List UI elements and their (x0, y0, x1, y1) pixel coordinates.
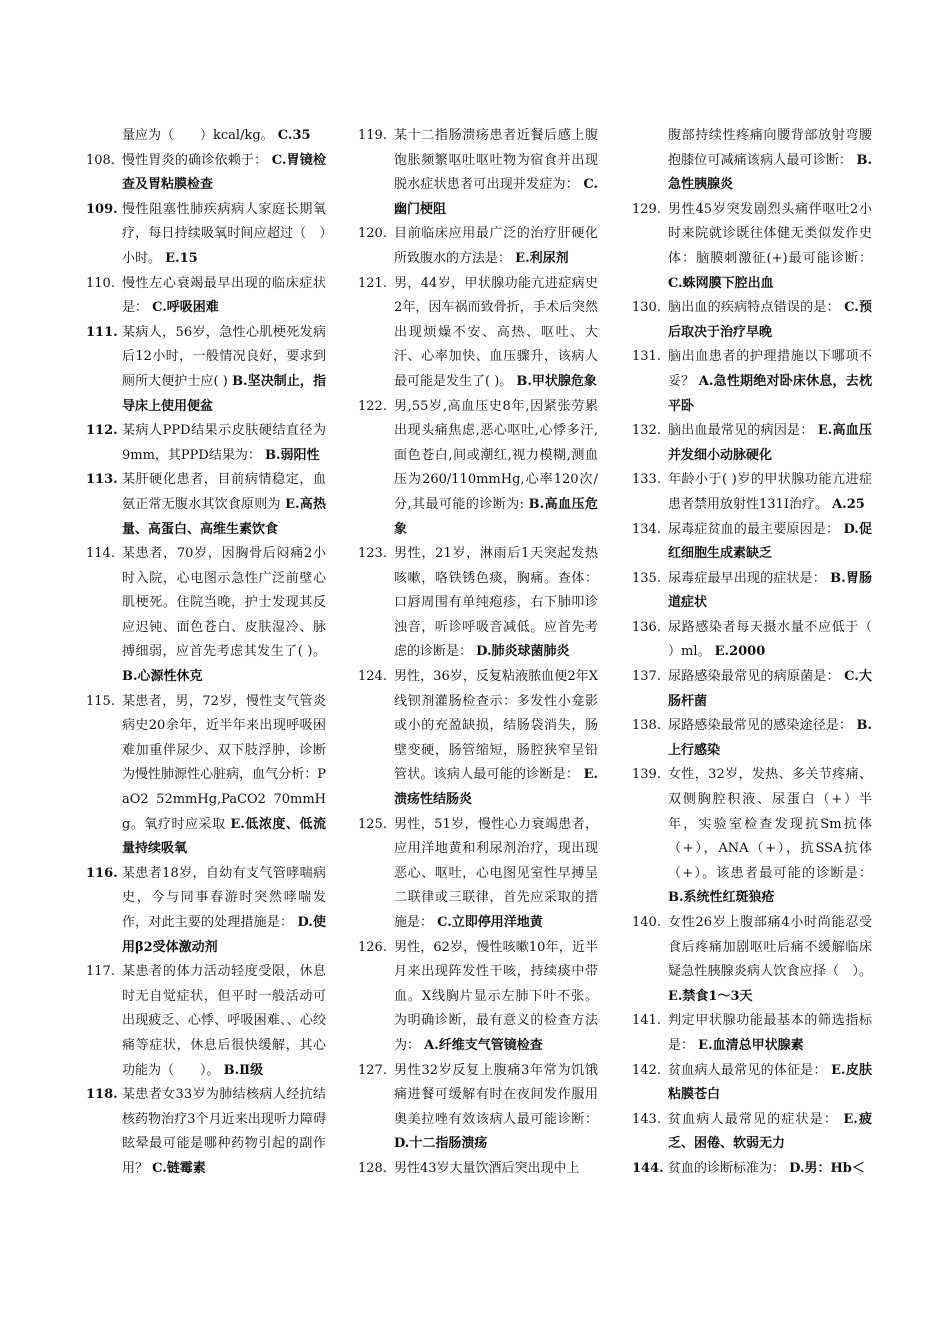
answer-text: E.血清总甲状腺素 (698, 1037, 804, 1053)
question-number: 109. (86, 201, 118, 217)
answer-text: C.幽门梗阻 (394, 177, 598, 217)
answer-text: B.心源性休克 (122, 669, 203, 685)
question-text: 男性45岁突发剧烈头痛伴呕吐2小时来院就诊既往体健无类似发作史体：脑膜刺激征(+)最可能诊断： (668, 201, 872, 266)
question-text: 尿路感染最常见的病原菌是： (668, 669, 840, 685)
question-item (632, 468, 872, 517)
question-item (86, 124, 326, 149)
question-text: 某患者，男，72岁，慢性支气管炎病史20余年，近半年来出现呼吸困难加重伴尿少、双下肢浮肿，诊断为慢性肺源性心脏病，血气分析：PaO2 52mmHg,PaCO2 70mmHg。氧疗时应采取 (122, 693, 326, 832)
answer-text: D.男：Hb＜ (789, 1160, 865, 1176)
question-number: 133. (632, 472, 661, 488)
question-text: 某病人PPD结果示皮肤硬结直径为9mm，其PPD结果为： (122, 423, 326, 463)
question-text: 女性，32岁，发热、多关节疼痛、双侧胸腔积液、尿蛋白（+）半年，实验室检查发现抗Sm抗体（+），ANA（+），抗SSA抗体（+）。该患者最可能的诊断是： (668, 767, 872, 881)
question-item (358, 1059, 598, 1157)
question-number: 119. (358, 128, 387, 143)
question-number: 135. (632, 570, 661, 586)
answer-text: D.十二指肠溃疡 (394, 1136, 488, 1152)
question-text: 贫血病人最常见的体征是： (668, 1062, 827, 1078)
question-item (86, 960, 326, 1083)
question-item (358, 272, 598, 395)
question-item (632, 763, 872, 911)
question-item (358, 1157, 598, 1182)
question-text: 某患者女33岁为肺结核病人经抗结核药物治疗3个月近来出现听力障碍眩晕最可能是哪种药物引起的副作用？ (122, 1087, 326, 1176)
answer-text: B.坚决制止，指导床上使用便盆 (122, 373, 327, 414)
question-number: 118. (86, 1087, 118, 1103)
question-item (86, 1083, 326, 1181)
question-item (632, 518, 872, 567)
question-text: 某患者，70岁，因胸骨后闷痛2小时入院，心电图示急性广泛前壁心肌梗死。住院当晚，护士发现其反应迟钝、面色苍白、皮肤湿冷、脉搏细弱，应首先考虑其发生了( )。 (122, 546, 326, 660)
question-number: 108. (86, 152, 115, 168)
question-item (86, 419, 326, 468)
answer-text: B.Ⅱ级 (223, 1062, 264, 1078)
question-number: 125. (358, 816, 387, 832)
question-text: 目前临床应用最广泛的治疗肝硬化所致腹水的方法是： (394, 226, 598, 266)
question-text: 脑出血最常见的病因是： (668, 423, 814, 439)
question-item (86, 198, 326, 272)
answer-text: D.肺炎球菌肺炎 (476, 644, 570, 660)
question-number: 127. (358, 1062, 387, 1078)
question-item (358, 665, 598, 813)
question-text: 某十二指肠溃疡患者近餐后感上腹饱胀频繁呕吐呕吐物为宿食并出现脱水症状患者可出现并发症为： (394, 128, 598, 193)
question-number: 143. (632, 1111, 661, 1127)
answer-text: B.弱阳性 (264, 447, 320, 463)
answer-text: E.禁食1～3天 (668, 988, 753, 1004)
question-number: 121. (358, 275, 387, 291)
answer-text: E.疲乏、困倦、软弱无力 (668, 1111, 872, 1152)
question-item (632, 1059, 872, 1108)
answer-text: B.急性胰腺炎 (668, 152, 872, 193)
question-text: 尿路感染者每天摄水量不应低于（ ）ml。 (668, 619, 899, 660)
question-number: 130. (632, 300, 661, 316)
answer-text: E.低浓度、低流量持续吸氧 (122, 816, 327, 857)
question-number: 122. (358, 398, 387, 414)
column-right (632, 124, 899, 1182)
question-item (358, 395, 598, 543)
answer-text: C.呼吸困难 (152, 300, 219, 316)
question-text: 尿路感染最常见的感染途径是： (668, 718, 853, 734)
question-number: 131. (632, 349, 661, 365)
question-item (632, 911, 872, 1009)
question-number: 115. (86, 693, 115, 709)
answer-text: E.皮肤粘膜苍白 (668, 1062, 872, 1103)
question-item (632, 296, 872, 345)
question-item (86, 542, 326, 690)
question-number: 120. (358, 226, 387, 242)
question-number: 144. (632, 1160, 664, 1176)
question-item (358, 813, 598, 936)
answer-text: C.预后取决于治疗早晚 (668, 300, 872, 340)
question-text: 男性，51岁，慢性心力衰竭患者，应用洋地黄和利尿剂治疗，现出现恶心、呕吐，心电图见室性早搏呈二联律或三联律，首先应采取的措施是： (394, 816, 598, 930)
question-text: 慢性阻塞性肺疾病病人家庭长期氧疗，每日持续吸氧时间应超过（ ）小时。 (122, 201, 326, 266)
question-number: 128. (358, 1160, 387, 1176)
question-item (86, 468, 326, 542)
question-item (358, 222, 598, 271)
answer-text: E.溃疡性结肠炎 (394, 767, 598, 808)
question-number: 137. (632, 669, 661, 685)
column-left (86, 124, 326, 1182)
answer-text: A.25 (832, 496, 865, 512)
question-text: 某肝硬化患者，目前病情稳定，血氨正常无腹水其饮食原则为 (122, 472, 326, 512)
question-number: 129. (632, 201, 661, 217)
question-item (86, 321, 326, 419)
answer-text: A.急性期绝对卧床休息，去枕平卧 (668, 373, 872, 414)
answer-text: E.高血压并发细小动脉硬化 (668, 423, 872, 463)
question-number: 140. (632, 915, 661, 930)
question-text: 年龄小于( )岁的甲状腺功能亢进症患者禁用放射性131I治疗。 (668, 472, 872, 512)
answer-text: E.15 (165, 250, 198, 266)
question-item (358, 936, 598, 1059)
question-number: 134. (632, 521, 661, 537)
question-item (358, 124, 598, 222)
question-text: 慢性左心衰竭最早出现的临床症状是： (122, 275, 326, 316)
question-item (632, 419, 872, 468)
question-number: 126. (358, 939, 387, 955)
answer-text: C.35 (277, 128, 311, 143)
question-text: 量应为（ ）kcal/kg。 (122, 128, 274, 143)
question-text: 贫血的诊断标准为： (668, 1160, 786, 1176)
question-item (632, 1108, 872, 1157)
question-text: 男性43岁大量饮酒后突出现中上 (394, 1160, 580, 1176)
question-text: 某患者18岁，自幼有支气管哮喘病史，今与同事春游时突然哮喘发作，对此主要的处理措施是： (122, 865, 326, 930)
question-text: 某病人，56岁，急性心肌梗死发病后12小时，一般情况良好，要求到厕所大便护士应( ) (122, 324, 326, 389)
answer-text: D.促红细胞生成素缺乏 (668, 521, 872, 562)
answer-text: B.系统性红斑狼疮 (668, 890, 775, 906)
question-item (632, 567, 872, 616)
question-text: 判定甲状腺功能最基本的筛选指标是： (668, 1013, 872, 1053)
answer-text: B.上行感染 (668, 718, 872, 758)
question-item (86, 690, 326, 862)
question-text: 贫血病人最常见的症状是： (668, 1111, 839, 1127)
question-item (632, 714, 872, 763)
question-number: 123. (358, 546, 387, 562)
answer-text: C.链霉素 (152, 1160, 206, 1176)
answer-text: C.蛛网膜下腔出血 (668, 275, 774, 291)
question-item (632, 124, 872, 198)
question-text: 尿毒症贫血的最主要原因是： (668, 521, 840, 537)
question-number: 114. (86, 546, 115, 562)
question-number: 132. (632, 423, 661, 439)
question-number: 110. (86, 275, 115, 291)
question-number: 113. (86, 472, 118, 488)
question-item (632, 616, 899, 665)
question-text: 腹部持续性疼痛向腰背部放射弯腰抱膝位可减痛该病人最可诊断： (668, 128, 872, 168)
question-number: 136. (632, 619, 661, 635)
question-number: 139. (632, 767, 661, 783)
question-text: 尿毒症最早出现的症状是： (668, 570, 826, 586)
answer-text: E.2000 (714, 644, 766, 660)
question-text: 男性，62岁，慢性咳嗽10年，近半月来出现阵发性干咳，持续痰中带血。X线胸片显示左肺下叶不张。为明确诊断，最有意义的检查方法为： (394, 939, 598, 1053)
question-item (86, 272, 326, 321)
question-item (632, 198, 872, 296)
question-text: 男性，36岁，反复粘液脓血便2年X线钡剂灌肠检查示：多发性小龛影或小的充盈缺损，结肠袋消失，肠壁变硬，肠管缩短，肠腔狭窄呈铅管状。该病人最可能的诊断是： (394, 669, 598, 783)
question-item (632, 665, 872, 714)
answer-text: E.高热量、高蛋白、高维生素饮食 (122, 496, 326, 537)
question-text: 脑出血的疾病特点错误的是： (668, 300, 840, 316)
question-text: 男性，21岁，淋雨后1天突起发热咳嗽，咯铁锈色痰，胸痛。查体：口唇周围有单纯疱疹，右下肺叩诊浊音，听诊呼吸音减低。应首先考虑的诊断是： (394, 546, 598, 660)
answer-text: B.胃肠道症状 (668, 570, 872, 611)
question-text: 男性32岁反复上腹痛3年常为饥饿痛进餐可缓解有时在夜间发作服用奥美拉唑有效该病人最可能诊断： (394, 1062, 598, 1127)
answer-text: B.高血压危象 (394, 496, 599, 537)
question-text: 某患者的体力活动轻度受限，休息时无自觉症状，但平时一般活动可出现疲乏、心悸、呼吸困难、、心绞痛等症状，休息后很快缓解，其心功能为（ ）。 (122, 964, 326, 1078)
question-text: 脑出血患者的护理措施以下哪项不妥？ (668, 349, 872, 389)
question-number: 141. (632, 1013, 661, 1029)
question-item (358, 542, 598, 665)
answer-text: D.使用β2受体激动剂 (122, 915, 326, 955)
question-text: 女性26岁上腹部痛4小时尚能忍受食后疼痛加剧呕吐后痛不缓解临床疑急性胰腺炎病人饮食应择（ ）。 (668, 915, 872, 980)
question-number: 138. (632, 718, 661, 734)
question-number: 142. (632, 1062, 661, 1078)
answer-text: B.甲状腺危象 (516, 373, 597, 389)
question-item (632, 1009, 872, 1058)
answer-text: A.纤维支气管镜检查 (424, 1037, 543, 1053)
question-item (86, 862, 326, 960)
question-item (632, 1157, 872, 1182)
answer-text: E.利尿剂 (515, 250, 569, 266)
answer-text: C.胃镜检查及胃粘膜检查 (122, 152, 326, 193)
question-number: 112. (86, 423, 118, 439)
question-text: 慢性胃炎的确诊依赖于： (122, 152, 268, 168)
question-item (632, 345, 872, 419)
question-number: 116. (86, 865, 118, 881)
question-number: 124. (358, 669, 387, 685)
question-number: 117. (86, 964, 115, 980)
question-text: 男,55岁,高血压史8年,因紧张劳累出现头痛焦虑,恶心呕吐,心悸多汗,面色苍白,间或潮红,视力模糊,测血压为260/110mmHg,心率120次/分,其最可能的诊断为: (394, 398, 598, 512)
question-text: 男，44岁，甲状腺功能亢进症病史2年，因车祸而致骨折，手术后突然出现烦燥不安、高热、呕吐、大汗、心率加快、血压骤升，该病人最可能是发生了( )。 (394, 275, 598, 389)
answer-text: C.立即停用洋地黄 (437, 915, 543, 930)
answer-text: C.大肠杆菌 (668, 669, 872, 709)
question-item (86, 149, 326, 198)
column-middle (358, 124, 598, 1182)
question-number: 111. (86, 324, 118, 340)
